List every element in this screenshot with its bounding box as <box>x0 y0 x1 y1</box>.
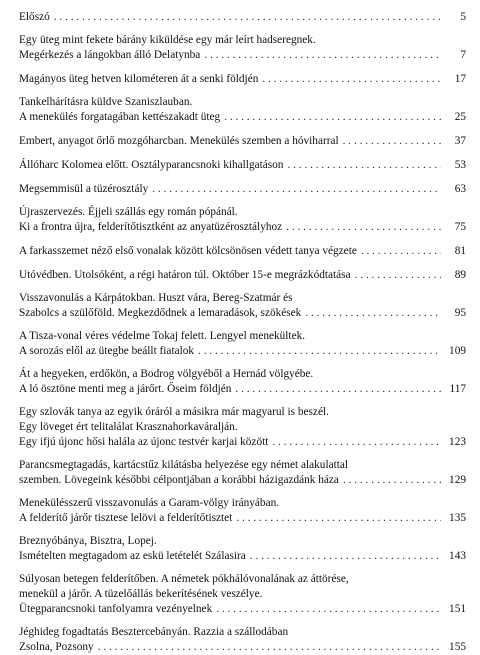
toc-entry <box>19 291 466 321</box>
toc-page-number: 129 <box>449 474 466 486</box>
toc-line <box>19 344 466 359</box>
toc-line <box>19 511 466 526</box>
toc-page-number: 123 <box>449 436 466 448</box>
toc-entry-title: Egy löveget ért telitalálat Krasznahorkaváralján. <box>19 421 238 433</box>
toc-entry-title: Újraszervezés. Éjjeli szállás egy román pópánál. <box>19 206 238 218</box>
toc-entry-title: A felderítő járőr tisztese lelövi a felderítőtisztet <box>19 512 233 524</box>
toc-line <box>19 329 466 344</box>
toc-entry <box>19 158 466 173</box>
dot-leader <box>286 220 441 235</box>
toc-entry <box>19 625 466 655</box>
toc-page-number: 25 <box>454 111 466 123</box>
toc-entry-title: Utóvédben. Utolsóként, a régi határon túl. Október 15-e megrázkódtatása <box>19 269 351 281</box>
toc-line <box>19 367 466 382</box>
dot-leader <box>216 602 441 617</box>
toc-page-number: 117 <box>449 383 466 395</box>
toc-entry <box>19 458 466 488</box>
toc-entry-title: Súlyosan betegen felderítőben. A németek pókhálóvonalának az áttörése, <box>19 573 349 585</box>
dot-leader <box>343 473 441 488</box>
toc-line <box>19 549 466 564</box>
toc-entry-title: Parancsmegtagadás, kartácstűz kilátásba helyezése egy német alakulattal <box>19 459 349 471</box>
toc-entry-title: Előszó <box>19 11 50 23</box>
toc-line <box>19 220 466 235</box>
toc-entry <box>19 95 466 125</box>
toc-line <box>19 72 466 87</box>
toc-entry <box>19 182 466 197</box>
toc-entry-title: A sorozás elől az ütegbe beállt fiatalok <box>19 345 195 357</box>
toc-entry <box>19 367 466 397</box>
toc-page-number: 109 <box>449 345 466 357</box>
toc-line <box>19 33 466 48</box>
toc-entry-title: Embert, anyagot őrlő mozgóharcban. Menekülés szemben a hóviharral <box>19 135 339 147</box>
dot-leader <box>287 158 441 173</box>
toc-entry-title: Menekülésszerű visszavonulás a Garam-völgy irányában. <box>19 497 280 509</box>
toc-line <box>19 473 466 488</box>
toc-page-number: 89 <box>454 269 466 281</box>
toc-line <box>19 625 466 640</box>
toc-entry-title: Tankelhárításra küldve Szaniszlauban. <box>19 96 193 108</box>
toc-line <box>19 110 466 125</box>
toc-line <box>19 405 466 420</box>
toc-entry <box>19 405 466 450</box>
toc-entry-title: A ló ösztöne menti meg a járőrt. Őseim földjén <box>19 383 232 395</box>
toc-line <box>19 48 466 63</box>
toc-line <box>19 602 466 617</box>
toc-line <box>19 95 466 110</box>
toc-line <box>19 134 466 149</box>
toc-entry <box>19 244 466 259</box>
toc-entry-title: Ismételten megtagadom az eskü letételét Szálasira <box>19 550 246 562</box>
toc-entry <box>19 496 466 526</box>
dot-leader <box>343 134 441 149</box>
toc-entry-title: Zsolna, Pozsony <box>19 641 94 653</box>
toc-entry <box>19 572 466 617</box>
toc-line <box>19 496 466 511</box>
toc-line <box>19 291 466 306</box>
toc-entry-title: Ki a frontra újra, felderítőtisztként az anyatüzérosztályhoz <box>19 221 283 233</box>
toc-entry-title: Egy szlovák tanya az egyik óráról a másikra már magyarul is beszél. <box>19 406 329 418</box>
toc-entry <box>19 205 466 235</box>
toc-entry-title: Ütegparancsnoki tanfolyamra vezényelnek <box>19 603 213 615</box>
toc-entry <box>19 72 466 87</box>
toc-line <box>19 534 466 549</box>
dot-leader <box>54 10 441 25</box>
toc-entry <box>19 33 466 63</box>
toc-entry-title: Breznyóbánya, Bisztra, Lopej. <box>19 535 157 547</box>
toc-entry <box>19 329 466 359</box>
toc-page-number: 151 <box>449 603 466 615</box>
toc-page-number: 5 <box>460 11 466 23</box>
toc-entry-title: Jéghideg fogadtatás Besztercebányán. Razzia a szállodában <box>19 626 289 638</box>
dot-leader <box>235 382 441 397</box>
toc-entry-title: A menekülés forgatagában kettészakadt üteg <box>19 111 221 123</box>
dot-leader <box>204 48 441 63</box>
toc-line <box>19 244 466 259</box>
toc-line <box>19 205 466 220</box>
toc-page-number: 63 <box>454 183 466 195</box>
toc-entry-title: Megsemmisül a tüzérosztály <box>19 183 149 195</box>
toc-line <box>19 587 466 602</box>
dot-leader <box>198 344 441 359</box>
toc-entry-title: szemben. Lövegeink későbbi célpontjában a korábbi házigazdánk háza <box>19 474 339 486</box>
toc-line <box>19 158 466 173</box>
toc-line <box>19 640 466 655</box>
toc-line <box>19 458 466 473</box>
toc-entry-title: Magányos üteg hetven kilométeren át a senki földjén <box>19 73 259 85</box>
toc-line <box>19 306 466 321</box>
dot-leader <box>361 244 441 259</box>
toc-entry-title: Szabolcs a szülőföld. Megkezdődnek a lemaradások, szökések <box>19 307 302 319</box>
toc-entry <box>19 134 466 149</box>
toc-entry-title: A Tisza-vonal véres védelme Tokaj felett. Lengyel menekültek. <box>19 330 306 342</box>
toc-entry-title: Állóharc Kolomea előtt. Osztályparancsnoki kihallgatáson <box>19 159 284 171</box>
dot-leader <box>272 435 441 450</box>
toc-line <box>19 420 466 435</box>
toc-entry <box>19 534 466 564</box>
toc-entry-title: Egy ifjú újonc hősi halála az újonc testvér karjai között <box>19 436 269 448</box>
toc-entry <box>19 10 466 25</box>
dot-leader <box>355 268 441 283</box>
dot-leader <box>152 182 441 197</box>
toc-line <box>19 435 466 450</box>
dot-leader <box>262 72 441 87</box>
toc-entry-title: Egy üteg mint fekete bárány kiküldése egy már leírt hadseregnek. <box>19 34 316 46</box>
toc-entry-title: Visszavonulás a Kárpátokban. Huszt vára, Bereg-Szatmár és <box>19 292 293 304</box>
toc-line <box>19 182 466 197</box>
toc-page-number: 37 <box>454 135 466 147</box>
toc-page-number: 75 <box>454 221 466 233</box>
dot-leader <box>98 640 441 655</box>
dot-leader <box>305 306 441 321</box>
toc-page-number: 135 <box>449 512 466 524</box>
toc-page-number: 155 <box>449 641 466 653</box>
toc-line <box>19 10 466 25</box>
dot-leader <box>250 549 441 564</box>
dot-leader <box>224 110 441 125</box>
toc-page-number: 95 <box>454 307 466 319</box>
toc-page-number: 143 <box>449 550 466 562</box>
dot-leader <box>236 511 441 526</box>
toc-page-number: 53 <box>454 159 466 171</box>
toc-page-number: 81 <box>454 245 466 257</box>
toc-line <box>19 382 466 397</box>
toc-entry-title: A farkasszemet néző első vonalak között kölcsönösen védett tanya végzete <box>19 245 357 257</box>
toc-page-number: 17 <box>454 73 466 85</box>
toc-line <box>19 572 466 587</box>
toc-page-number: 7 <box>460 49 466 61</box>
toc-entry-title: Át a hegyeken, erdőkön, a Bodrog völgyéből a Hernád völgyébe. <box>19 368 314 380</box>
toc-line <box>19 268 466 283</box>
toc-entry-title: menekül a járőr. A tüzelőállás bekerítésének veszélye. <box>19 588 263 600</box>
toc-entry-title: Megérkezés a lángokban álló Delatynba <box>19 49 201 61</box>
toc-entry <box>19 268 466 283</box>
